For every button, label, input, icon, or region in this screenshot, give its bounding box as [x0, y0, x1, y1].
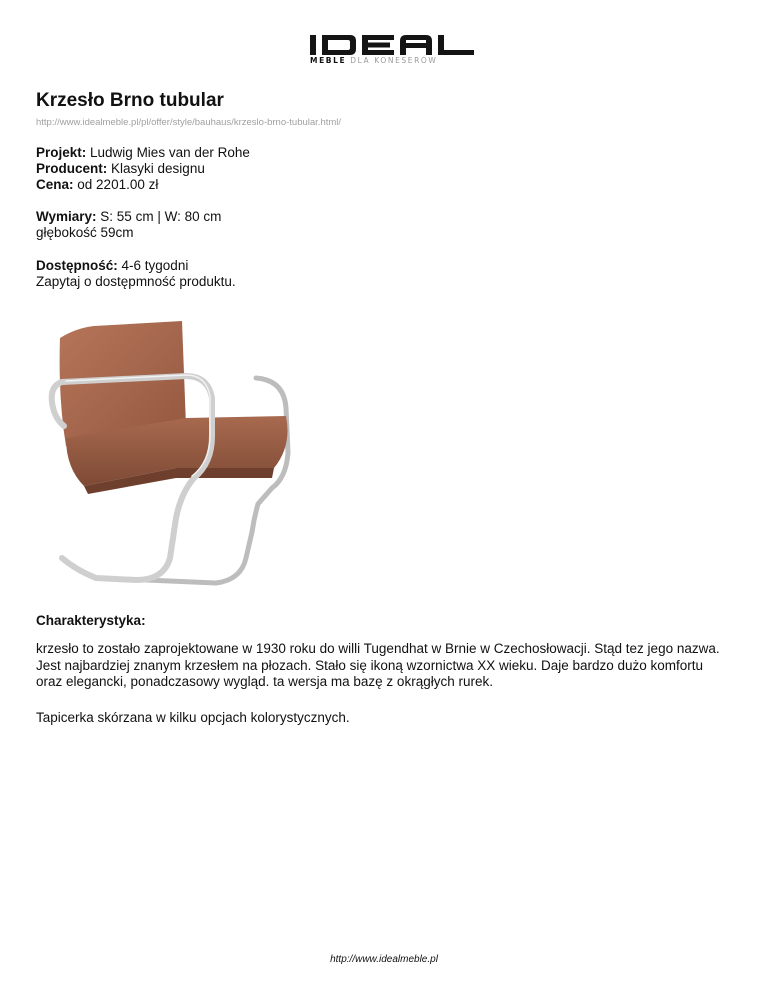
spec-wymiary-label: Wymiary: — [36, 209, 97, 224]
product-image — [36, 318, 306, 596]
brno-chair-photo — [36, 318, 306, 596]
spec-glebokosc: głębokość 59cm — [36, 225, 134, 240]
footer-url[interactable]: http://www.idealmeble.pl — [330, 954, 438, 965]
spec-cena — [36, 177, 250, 193]
specs-main — [36, 145, 250, 193]
spec-cena-label: Cena: — [36, 177, 74, 192]
availability-inquiry[interactable]: Zapytaj o dostępmność produktu. — [36, 274, 236, 289]
logo-tagline-bold: MEBLE — [310, 56, 347, 65]
spec-wymiary — [36, 209, 221, 225]
spec-cena-value: od 2201.00 zł — [77, 177, 159, 192]
specs-dimensions — [36, 209, 221, 241]
logo-tagline-light: DLA KONESERÓW — [350, 56, 438, 65]
product-title: Krzesło Brno tubular — [36, 90, 224, 111]
spec-projekt-value: Ludwig Mies van der Rohe — [90, 145, 250, 160]
product-url[interactable]: http://www.idealmeble.pl/pl/offer/style/bauhaus/krzeslo-brno-tubular.html/ — [36, 117, 342, 128]
spec-producent — [36, 161, 250, 177]
characteristics-heading: Charakterystyka: — [36, 613, 146, 628]
upholstery-note: Tapicerka skórzana w kilku opcjach kolorystycznych. — [36, 710, 350, 725]
specs-availability — [36, 258, 236, 290]
spec-producent-value: Klasyki designu — [111, 161, 205, 176]
logo-tagline — [310, 56, 437, 65]
spec-producent-label: Producent: — [36, 161, 108, 176]
spec-dostepnosc — [36, 258, 236, 274]
ideal-wordmark-icon — [308, 34, 476, 56]
spec-wymiary-value: S: 55 cm | W: 80 cm — [100, 209, 222, 224]
spec-dostepnosc-value: 4-6 tygodni — [121, 258, 189, 273]
spec-projekt-label: Projekt: — [36, 145, 87, 160]
ideal-logo — [308, 34, 476, 68]
spec-projekt — [36, 145, 250, 161]
characteristics-description: krzesło to zostało zaprojektowane w 1930 roku do willi Tugendhat w Brnie w Czechosłowacji. Stąd tez jego nazwa. Jest najbardziej znanym krzesłem na płozach. Stało się ikoną wzornictwa XX wieku. Daje bardzo dużo komfortu oraz elegancki, ponadczasowy wygląd. ta wersja ma bazę z okrągłych rurek. — [36, 641, 720, 689]
spec-dostepnosc-label: Dostępność: — [36, 258, 118, 273]
